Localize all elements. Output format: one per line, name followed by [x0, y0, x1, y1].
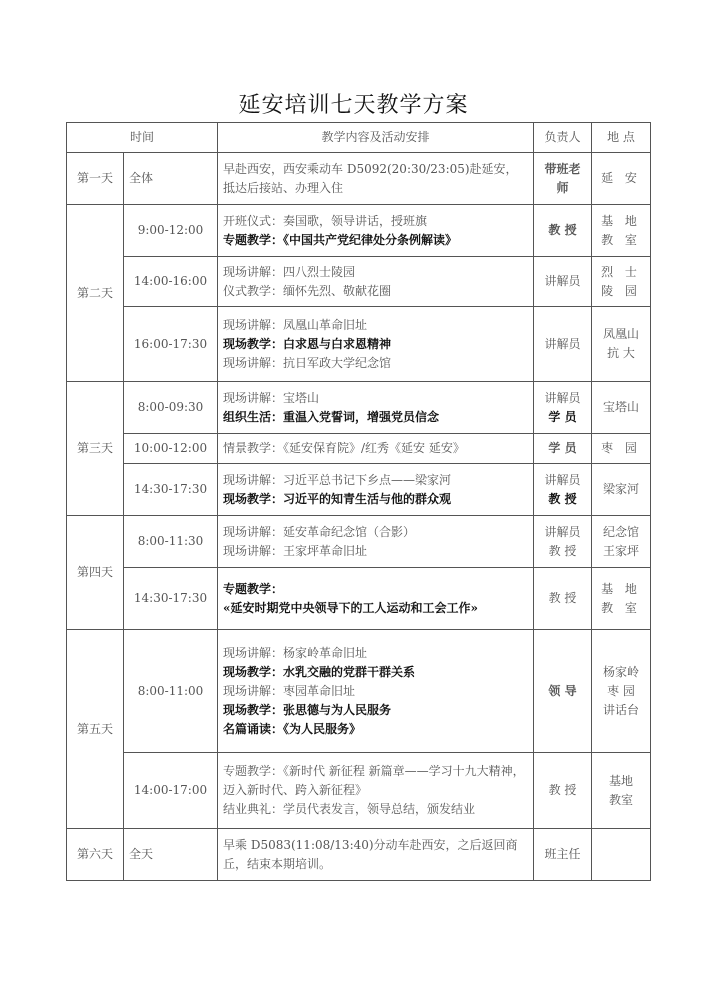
content-line: 名篇诵读：《为人民服务》 — [223, 721, 362, 736]
person-cell: 班主任 — [534, 829, 592, 881]
person-line: 学 员 — [548, 409, 577, 424]
content-line: 结业典礼：学员代表发言，领导总结，颁发结业 — [223, 802, 476, 816]
content-line: 现场讲解：延安革命纪念馆（合影） — [223, 524, 416, 539]
schedule-table — [66, 122, 651, 881]
table-row — [67, 382, 651, 434]
table-row — [67, 307, 651, 382]
content-cell — [218, 382, 534, 434]
header-place: 地 点 — [592, 123, 651, 153]
content-line: 早赴西安，西安乘动车 D5092(20:30/23:05)赴延安，抵达后接站、办理入住 — [223, 161, 518, 195]
content-line: 现场讲解：四八烈士陵园 — [223, 264, 356, 279]
content-line: 现场教学：水乳交融的党群干群关系 — [223, 664, 416, 679]
content-line: 现场讲解：抗日军政大学纪念馆 — [223, 355, 392, 370]
person-line: 讲解员 — [544, 390, 581, 405]
place-cell: 烈 士 陵 园 — [592, 257, 651, 307]
person-cell — [534, 382, 592, 434]
content-line: 情景教学：《延安保育院》/红秀《延安 延安》 — [223, 441, 465, 455]
person-cell: 讲解员 — [534, 257, 592, 307]
place-line: 王家坪 — [603, 543, 640, 558]
day-label: 第一天 — [67, 153, 124, 205]
content-line: 开班仪式：奏国歌，领导讲话，授班旗 — [223, 213, 428, 228]
place-cell — [592, 753, 651, 829]
content-line: 组织生活：重温入党誓词，增强党员信念 — [223, 409, 440, 424]
time-cell: 9:00-12:00 — [124, 205, 218, 257]
time-cell: 10:00-12:00 — [124, 434, 218, 464]
person-cell: 讲解员 — [534, 307, 592, 382]
table-row — [67, 464, 651, 516]
content-line: 现场讲解：王家坪革命旧址 — [223, 543, 368, 558]
time-cell: 14:30-17:30 — [124, 464, 218, 516]
person-cell: 领 导 — [534, 630, 592, 753]
table-row — [67, 434, 651, 464]
person-line: 讲解员 — [544, 524, 581, 539]
day-label: 第六天 — [67, 829, 124, 881]
content-line: 现场教学：张思德与为人民服务 — [223, 702, 392, 717]
person-cell: 带班老师 — [534, 153, 592, 205]
content-cell — [218, 630, 534, 753]
place-cell: 宝塔山 — [592, 382, 651, 434]
content-line: 现场讲解：习近平总书记下乡点——梁家河 — [223, 472, 452, 487]
table-row — [67, 257, 651, 307]
time-cell: 8:00-09:30 — [124, 382, 218, 434]
person-cell: 教 授 — [534, 205, 592, 257]
content-cell — [218, 257, 534, 307]
table-row — [67, 753, 651, 829]
content-cell — [218, 153, 534, 205]
content-cell — [218, 829, 534, 881]
place-cell — [592, 516, 651, 568]
content-line: «延安时期党中央领导下的工人运动和工会工作» — [223, 600, 479, 615]
header-row — [67, 123, 651, 153]
place-line: 枣 园 — [607, 683, 635, 698]
time-cell: 8:00-11:30 — [124, 516, 218, 568]
content-cell — [218, 753, 534, 829]
header-content: 教学内容及活动安排 — [218, 123, 534, 153]
time-cell: 8:00-11:00 — [124, 630, 218, 753]
table-row — [67, 153, 651, 205]
time-cell: 14:30-17:30 — [124, 568, 218, 630]
person-cell — [534, 464, 592, 516]
day-label: 第五天 — [67, 630, 124, 829]
day-label: 第四天 — [67, 516, 124, 630]
place-cell: 基 地 教 室 — [592, 205, 651, 257]
content-line: 现场讲解：枣园革命旧址 — [223, 683, 356, 698]
header-person: 负责人 — [534, 123, 592, 153]
place-cell: 延 安 — [592, 153, 651, 205]
table-row — [67, 568, 651, 630]
place-cell — [592, 630, 651, 753]
day-label: 第二天 — [67, 205, 124, 382]
person-line: 教 授 — [548, 491, 577, 506]
place-line: 讲话台 — [603, 702, 640, 717]
content-line: 现场教学：习近平的知青生活与他的群众观 — [223, 491, 452, 506]
time-cell: 16:00-17:30 — [124, 307, 218, 382]
content-cell — [218, 516, 534, 568]
page-title: 延安培训七天教学方案 — [238, 93, 469, 118]
content-cell — [218, 434, 534, 464]
person-line: 讲解员 — [544, 472, 581, 487]
place-cell — [592, 829, 651, 881]
header-time: 时间 — [67, 123, 218, 153]
person-cell: 教 授 — [534, 568, 592, 630]
content-cell — [218, 464, 534, 516]
place-cell: 基 地 教 室 — [592, 568, 651, 630]
content-cell — [218, 568, 534, 630]
person-cell — [534, 516, 592, 568]
place-line: 教室 — [609, 792, 634, 807]
place-cell: 枣 园 — [592, 434, 651, 464]
content-line: 仪式教学：缅怀先烈、敬献花圈 — [223, 283, 392, 298]
place-line: 杨家岭 — [603, 664, 640, 679]
place-cell: 凤凰山 抗 大 — [592, 307, 651, 382]
place-line: 纪念馆 — [603, 524, 640, 539]
time-cell: 14:00-17:00 — [124, 753, 218, 829]
person-cell: 教 授 — [534, 753, 592, 829]
person-cell: 学 员 — [534, 434, 592, 464]
content-cell — [218, 205, 534, 257]
day-label: 第三天 — [67, 382, 124, 516]
content-cell — [218, 307, 534, 382]
time-cell: 全天 — [124, 829, 218, 881]
content-line: 现场教学：白求恩与白求恩精神 — [223, 336, 392, 351]
content-line: 现场讲解：凤凰山革命旧址 — [223, 317, 368, 332]
table-row — [67, 205, 651, 257]
content-line: 早乘 D5083(11:08/13:40)分动车赴西安，之后返回商丘，结束本期培训。 — [223, 837, 518, 871]
table-row — [67, 829, 651, 881]
place-line: 基地 — [609, 773, 634, 788]
time-cell: 14:00-16:00 — [124, 257, 218, 307]
content-line: 专题教学：《中国共产党纪律处分条例解读》 — [223, 232, 458, 247]
content-line: 现场讲解：宝塔山 — [223, 390, 320, 405]
table-row — [67, 630, 651, 753]
table-row — [67, 516, 651, 568]
content-line: 现场讲解：杨家岭革命旧址 — [223, 645, 368, 660]
content-line: 专题教学：《新时代 新征程 新篇章——学习十九大精神，迈入新时代、跨入新征程》 — [223, 764, 525, 797]
place-cell: 梁家河 — [592, 464, 651, 516]
time-cell: 全体 — [124, 153, 218, 205]
person-line: 教 授 — [548, 543, 577, 558]
content-line: 专题教学： — [223, 581, 284, 596]
